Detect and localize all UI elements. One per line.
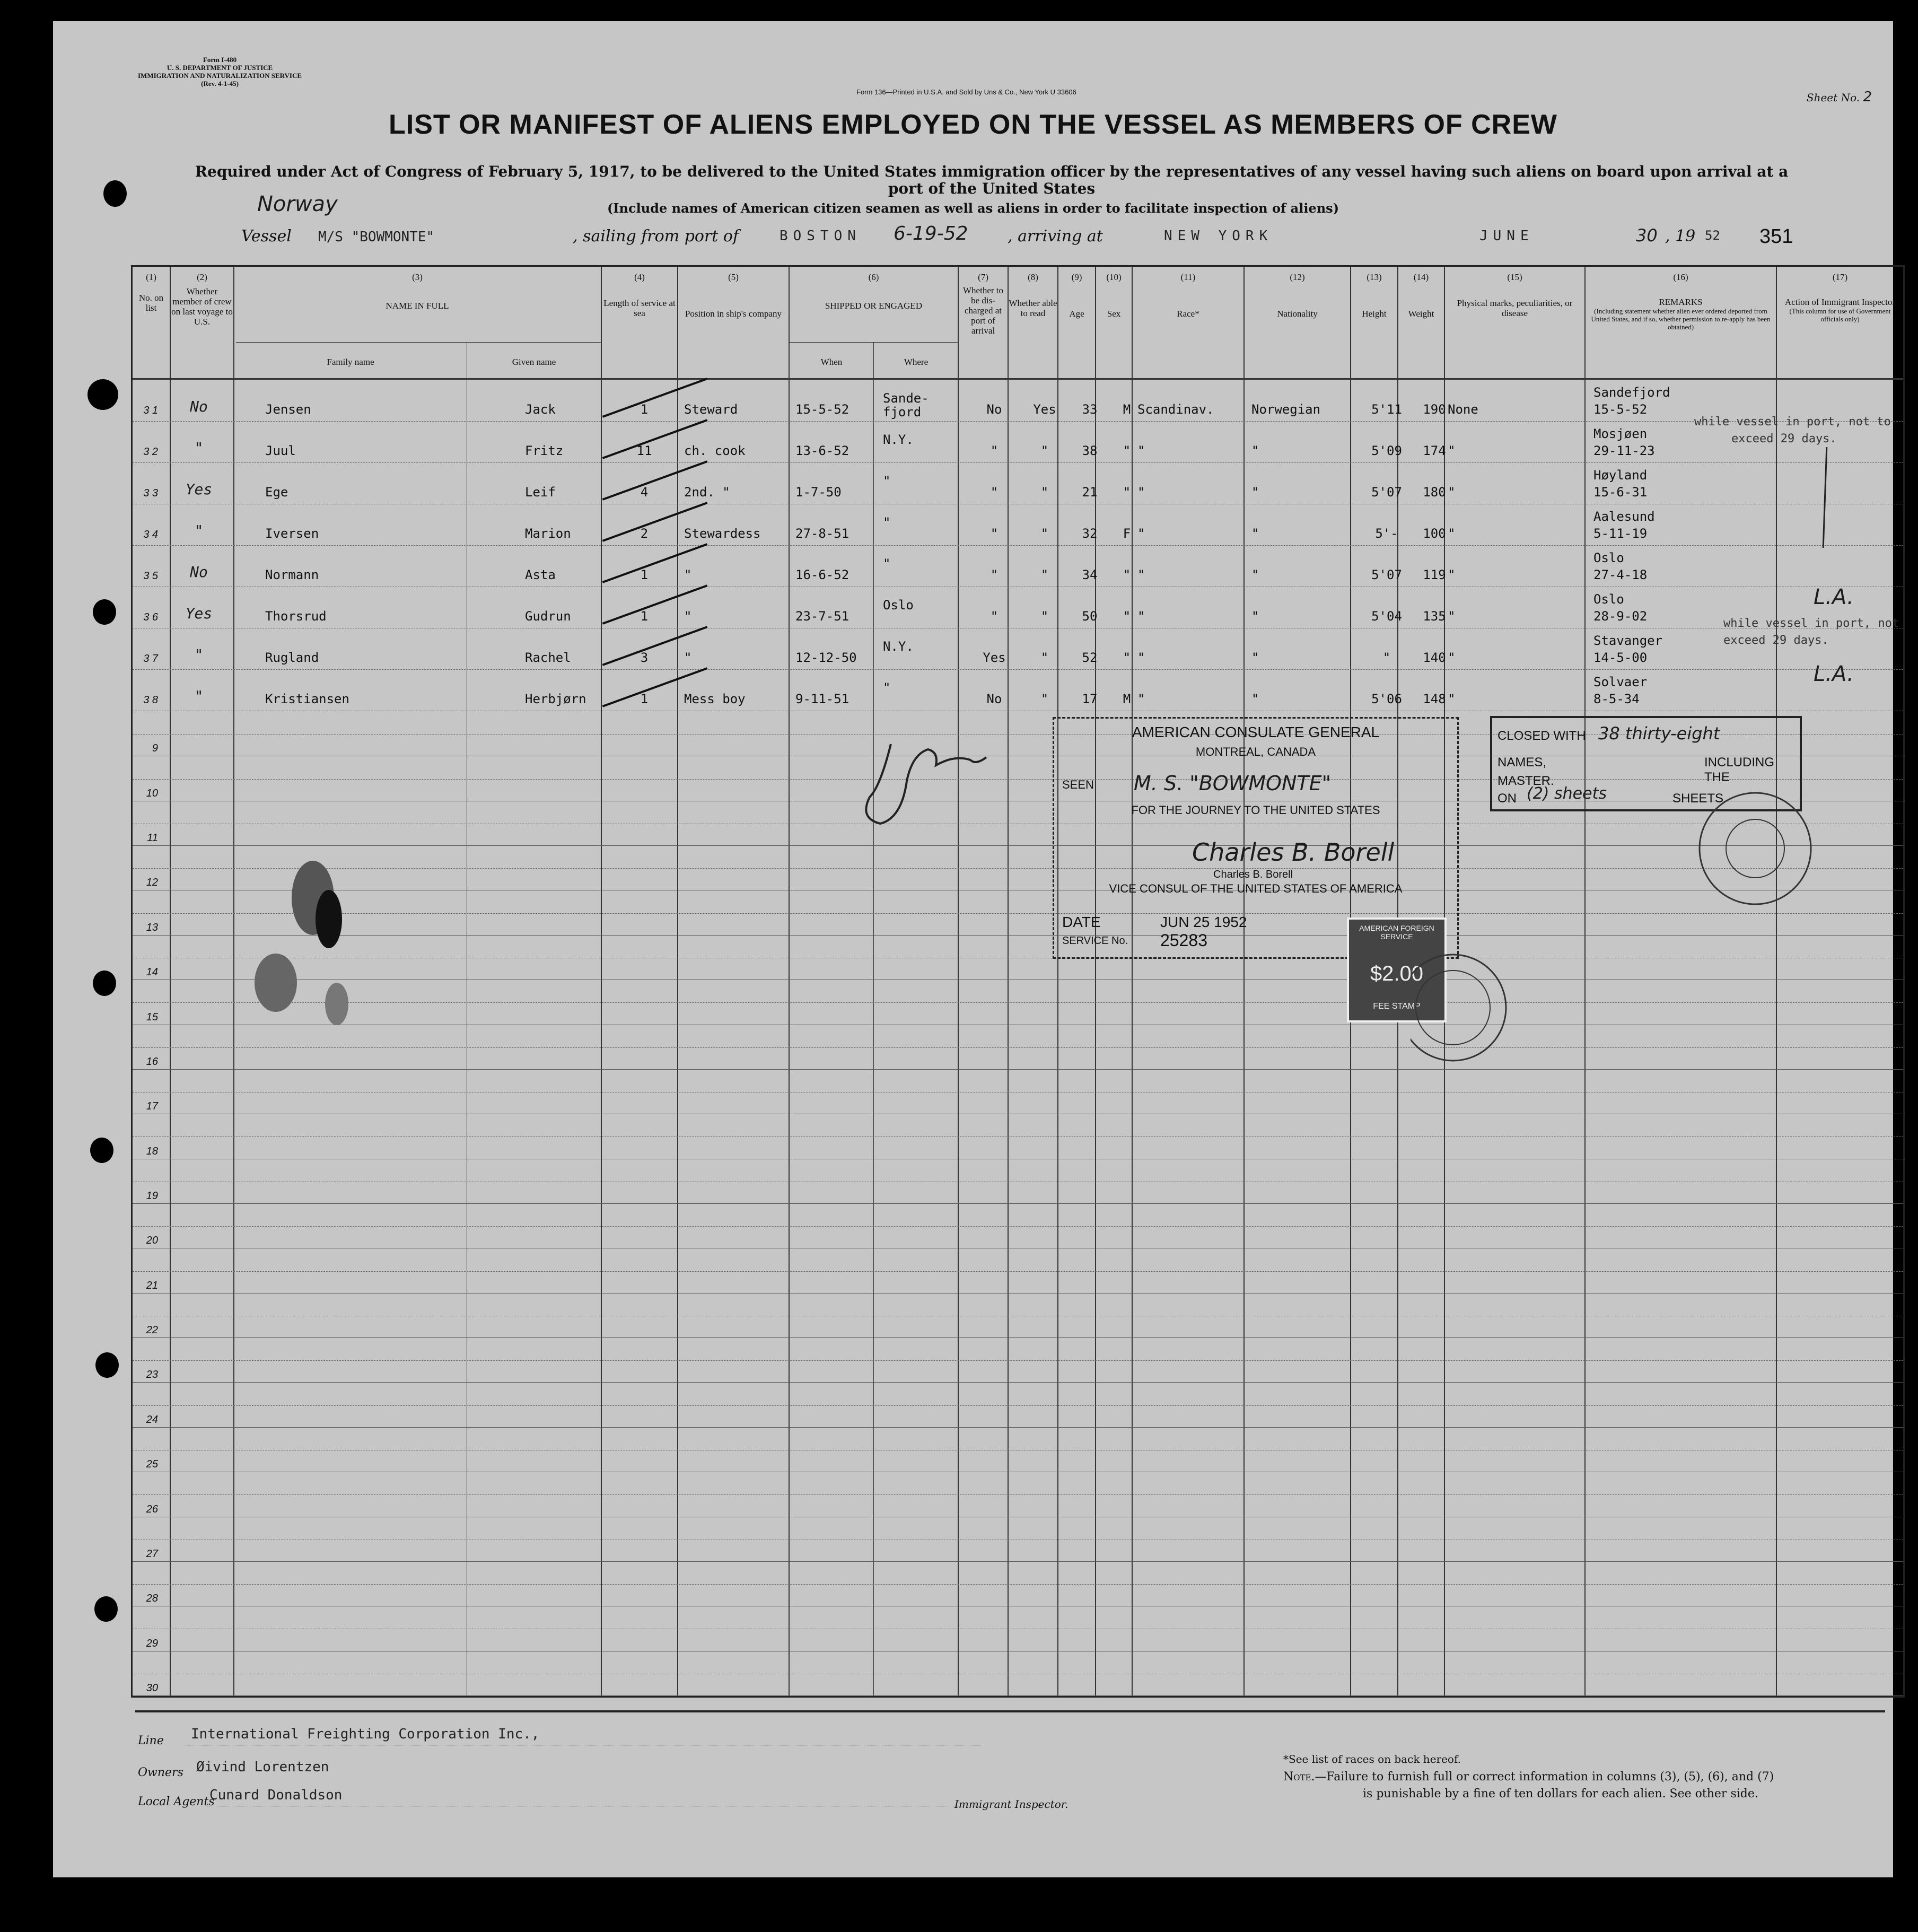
cell-read: " [1040, 485, 1049, 500]
punch-hole [87, 379, 118, 410]
cell-nationality: " [1251, 526, 1259, 541]
cell-sex: " [1123, 609, 1131, 624]
cell-marks: " [1448, 692, 1456, 706]
cell-family: Rugland [265, 650, 319, 665]
cell-remarks-date: 29-11-23 [1593, 443, 1655, 458]
cell-when: 12-12-50 [795, 650, 857, 665]
cell-read: Yes [1033, 402, 1056, 417]
row-number: 28 [146, 1593, 158, 1605]
cell-remarks-date: 28-9-02 [1593, 609, 1648, 624]
cell-age: 33 [1082, 402, 1098, 417]
cell-given: Fritz [525, 443, 564, 458]
cell-height: 5'- [1375, 526, 1398, 541]
cell-service: 3 [640, 650, 649, 665]
inspector-note-la-2: L.A. [1814, 662, 1854, 686]
cell-weight: 140 [1423, 650, 1446, 665]
col-13-header: (13) Height [1362, 272, 1387, 319]
cell-nationality: " [1251, 443, 1259, 458]
row-number: 3 2 [143, 446, 158, 458]
page-title: LIST OR MANIFEST OF ALIENS EMPLOYED ON THE VESSEL AS MEMBERS OF CREW [389, 109, 1557, 140]
cell-when: 27-8-51 [795, 526, 849, 541]
cell-remarks-place: Aalesund [1593, 509, 1655, 524]
cell-position: " [684, 609, 692, 624]
row-number: 26 [146, 1503, 158, 1515]
cell-height: " [1382, 650, 1391, 665]
row-number: 20 [146, 1235, 158, 1247]
cancellation-postmark [1411, 939, 1517, 1077]
empty-row [133, 1293, 1903, 1338]
table-row [133, 381, 1903, 422]
cell-when: 23-7-51 [795, 609, 849, 624]
cell-position: Mess boy [684, 692, 746, 706]
cell-nationality: " [1251, 485, 1259, 500]
cell-age: 17 [1082, 692, 1098, 706]
line-value: International Freighting Corporation Inc., [191, 1726, 540, 1742]
cell-marks: " [1448, 609, 1456, 624]
cell-remarks-place: Mosjøen [1593, 426, 1648, 441]
cell-nationality: " [1251, 650, 1259, 665]
cell-weight: 100 [1423, 526, 1446, 541]
shore-leave-note-2b: exceed 29 days. [1723, 634, 1829, 647]
row-number: 10 [146, 787, 158, 799]
empty-row [133, 1472, 1903, 1517]
cell-when: 1-7-50 [795, 485, 842, 500]
cell-height: 5'06 [1371, 692, 1402, 706]
consul-signature: Charles B. Borell [1192, 838, 1395, 867]
cell-sex: M [1123, 692, 1131, 706]
when-header: When [820, 357, 843, 367]
cell-position: " [684, 650, 692, 665]
cell-nationality: " [1251, 692, 1259, 706]
row-number: 29 [146, 1637, 158, 1649]
cell-remarks-date: 5-11-19 [1593, 526, 1648, 541]
col-7-header: (7) Whether to be dis-charged at port of arrival [963, 272, 1003, 336]
cell-nationality: " [1251, 567, 1259, 582]
shore-leave-note-1: while vessel in port, not to [1694, 415, 1891, 429]
cell-service: 1 [640, 402, 649, 417]
fee-stamp: AMERICAN FOREIGN SERVICE $2.00 FEE STAMP [1347, 917, 1447, 1022]
form-identifier [138, 56, 302, 88]
col-8-header: (8) Whether able to read [1009, 272, 1057, 318]
cell-given: Jack [525, 402, 556, 417]
table-row [133, 546, 1903, 588]
cell-remarks-date: 8-5-34 [1593, 692, 1640, 706]
col-12-header: (12) Nationality [1277, 272, 1318, 319]
cell-position: 2nd. " [684, 485, 730, 500]
consulate-stamp: AMERICAN CONSULATE GENERAL MONTREAL, CANADA SEEN M. S. "BOWMONTE" FOR THE JOURNEY TO THE UNITED STATES Charles B. Borell Charles B. Borell VICE CONSUL OF THE UNITED STATES OF AMERICA DATE JUN 25 1952 SERVICE No. 25283 [1053, 717, 1459, 959]
col-5-header: (5) Position in ship's company [685, 272, 782, 319]
sheet-number: Sheet No. 2 [1806, 89, 1872, 105]
consulate-vessel: M. S. "BOWMONTE" [1134, 772, 1332, 795]
row-number: 3 4 [143, 529, 158, 540]
cell-where: N.Y. [883, 639, 914, 654]
cell-member: " [194, 439, 204, 457]
table-row [133, 629, 1903, 670]
cell-discharged: " [990, 609, 999, 624]
family-name-header: Family name [327, 357, 374, 367]
cell-where: Sande- fjord [883, 391, 929, 419]
cell-member: " [194, 646, 204, 663]
empty-row [133, 1517, 1903, 1562]
footer-note: Note.—Failure to furnish full or correct information in columns (3), (5), (6), and (7) [1283, 1770, 1774, 1784]
service-name: IMMIGRATION AND NATURALIZATION SERVICE [138, 72, 302, 80]
cell-member: No [190, 398, 208, 415]
handwritten-initials [848, 733, 1008, 840]
shore-leave-note-1b: exceed 29 days. [1731, 432, 1837, 445]
cell-remarks-place: Sandefjord [1593, 385, 1670, 400]
cell-weight: 148 [1423, 692, 1446, 706]
cell-marks: " [1448, 443, 1456, 458]
cell-marks: " [1448, 485, 1456, 500]
cell-weight: 135 [1423, 609, 1446, 624]
row-number: 25 [146, 1458, 158, 1471]
cell-position: ch. cook [684, 443, 746, 458]
form-number: Form I-480 [203, 56, 237, 64]
vessel-label: Vessel [241, 227, 292, 246]
row-number: 15 [146, 1011, 158, 1023]
cell-race: " [1137, 692, 1145, 706]
punch-hole [93, 971, 116, 996]
cell-age: 34 [1082, 567, 1098, 582]
row-number: 21 [146, 1279, 158, 1291]
col-6-header: (6) SHIPPED OR ENGAGED [825, 272, 923, 311]
cell-weight: 174 [1423, 443, 1446, 458]
cell-service: 1 [640, 567, 649, 582]
cell-race: " [1137, 609, 1145, 624]
cell-age: 52 [1082, 650, 1098, 665]
cell-height: 5'04 [1371, 609, 1402, 624]
ink-blot [249, 855, 408, 1068]
cell-nationality: " [1251, 609, 1259, 624]
cell-discharged: " [990, 443, 999, 458]
arrival-year: 52 [1705, 228, 1720, 243]
cell-read: " [1040, 609, 1049, 624]
row-number: 24 [146, 1413, 158, 1426]
department-name: U. S. DEPARTMENT OF JUSTICE [167, 64, 273, 72]
cell-given: Marion [525, 526, 571, 541]
col-11-header: (11) Race* [1177, 272, 1199, 319]
empty-row [133, 1114, 1903, 1159]
service-number: 25283 [1160, 931, 1207, 950]
row-number: 27 [146, 1548, 158, 1560]
inspector-label: Immigrant Inspector. [954, 1798, 1069, 1811]
empty-row [133, 1606, 1903, 1651]
where-header: Where [904, 357, 929, 367]
form-revision: (Rev. 4-1-45) [201, 80, 239, 88]
cell-service: 2 [640, 526, 649, 541]
cell-marks: " [1448, 567, 1456, 582]
cell-sex: " [1123, 485, 1131, 500]
cell-given: Herbjørn [525, 692, 586, 706]
row-number: 13 [146, 921, 158, 933]
row-number: 22 [146, 1324, 158, 1336]
row-number: 3 6 [143, 611, 158, 623]
cell-marks: None [1448, 402, 1478, 417]
row-number: 3 1 [143, 405, 158, 416]
cell-remarks-date: 15-5-52 [1593, 402, 1648, 417]
cell-sex: " [1123, 443, 1131, 458]
cell-read: " [1040, 692, 1049, 706]
empty-row [133, 1248, 1903, 1293]
cell-where: " [883, 556, 891, 571]
row-number: 3 8 [143, 694, 158, 706]
agents-label: Local Agents [138, 1795, 215, 1808]
cell-race: Scandinav. [1137, 402, 1214, 417]
sheets-count: (2) sheets [1527, 784, 1607, 803]
cell-when: 15-5-52 [795, 402, 849, 417]
cell-weight: 119 [1423, 567, 1446, 582]
cell-remarks-place: Høyland [1593, 468, 1648, 483]
cell-discharged: Yes [983, 650, 1006, 665]
cell-discharged: " [990, 526, 999, 541]
cell-weight: 180 [1423, 485, 1446, 500]
cell-family: Ege [265, 485, 288, 500]
cell-height: 5'07 [1371, 567, 1402, 582]
row-number: 9 [152, 742, 158, 755]
cell-where: " [883, 680, 891, 695]
round-postmark [1676, 785, 1824, 917]
closed-count: 38 thirty-eight [1598, 723, 1720, 744]
cell-service: 1 [640, 692, 649, 706]
manifest-sheet [53, 21, 1899, 1877]
cell-race: " [1137, 443, 1145, 458]
row-number: 16 [146, 1055, 158, 1068]
cell-remarks-date: 15-6-31 [1593, 485, 1648, 500]
cell-sex: " [1123, 567, 1131, 582]
cell-remarks-place: Oslo [1593, 550, 1624, 565]
cell-race: " [1137, 650, 1145, 665]
cell-where: N.Y. [883, 432, 914, 447]
cell-position: Stewardess [684, 526, 761, 541]
col-3-header: (3) NAME IN FULL [386, 272, 449, 311]
cell-weight: 190 [1423, 402, 1446, 417]
cell-discharged: " [990, 485, 999, 500]
empty-row [133, 1338, 1903, 1383]
empty-row [133, 1651, 1903, 1696]
footer-rule [135, 1710, 1885, 1712]
cell-remarks-date: 14-5-00 [1593, 650, 1648, 665]
empty-row [133, 1562, 1903, 1606]
page-stamp-number: 351 [1759, 225, 1793, 248]
cell-family: Jensen [265, 402, 311, 417]
cell-family: Thorsrud [265, 609, 327, 624]
cell-where: " [883, 474, 891, 488]
row-number: 3 5 [143, 570, 158, 582]
cell-read: " [1040, 443, 1049, 458]
cell-where: Oslo [883, 598, 914, 613]
cell-race: " [1137, 567, 1145, 582]
page-subtitle-note: (Include names of American citizen seamen as well as aliens in order to facilitate inspection of aliens) [607, 200, 1339, 216]
country-handwritten: Norway [257, 192, 338, 216]
row-number: 3 3 [143, 487, 158, 499]
cell-remarks-place: Solvaer [1593, 675, 1648, 689]
cell-when: 9-11-51 [795, 692, 849, 706]
shore-leave-note-2: while vessel in port, not [1723, 617, 1899, 630]
col-2-header: (2) Whether member of crew on last voyage to U.S. [171, 272, 233, 327]
vessel-name: M/S "BOWMONTE" [318, 229, 435, 245]
cell-age: 21 [1082, 485, 1098, 500]
punch-hole [90, 1138, 113, 1163]
row-number: 30 [146, 1682, 158, 1694]
cell-service: 1 [640, 609, 649, 624]
col-14-header: (14) Weight [1408, 272, 1434, 319]
cell-given: Leif [525, 485, 556, 500]
col-4-header: (4) Length of service at sea [603, 272, 676, 318]
cell-age: 50 [1082, 609, 1098, 624]
empty-row [133, 1070, 1903, 1114]
cell-read: " [1040, 567, 1049, 582]
cell-age: 32 [1082, 526, 1098, 541]
punch-hole [103, 180, 127, 207]
consulate-date: JUN 25 1952 [1160, 914, 1247, 930]
cell-height: 5'11 [1371, 402, 1402, 417]
cell-read: " [1040, 650, 1049, 665]
col-17-header: (17) Action of Immigrant Inspector (This column for use of Government officials only) [1784, 272, 1896, 323]
row-number: 14 [146, 966, 158, 978]
cell-discharged: No [986, 402, 1002, 417]
table-row [133, 464, 1903, 505]
cell-sex: " [1123, 650, 1131, 665]
cell-family: Juul [265, 443, 296, 458]
footer-note-2: is punishable by a fine of ten dollars for each alien. See other side. [1363, 1787, 1758, 1800]
cell-height: 5'07 [1371, 485, 1402, 500]
cell-marks: " [1448, 650, 1456, 665]
cell-family: Normann [265, 567, 319, 582]
arrival-month: JUNE [1479, 228, 1534, 244]
inspector-note-la-1: L.A. [1814, 585, 1854, 609]
col-15-header: (15) Physical marks, peculiarities, or disease [1457, 272, 1573, 318]
printer-line: Form 136—Printed in U.S.A. and Sold by Uns & Co., New York U 33606 [856, 88, 1076, 96]
cell-read: " [1040, 526, 1049, 541]
cell-remarks-place: Oslo [1593, 592, 1624, 607]
cell-height: 5'09 [1371, 443, 1402, 458]
owners-value: Øivind Lorentzen [196, 1759, 329, 1775]
empty-row [133, 1428, 1903, 1472]
cell-service: 11 [636, 443, 652, 458]
cell-member: " [194, 687, 204, 705]
cell-family: Iversen [265, 526, 319, 541]
port-from: BOSTON [780, 228, 861, 244]
cell-given: Rachel [525, 650, 571, 665]
closed-with-box: CLOSED WITH 38 thirty-eight NAMES, INCLUDING THE MASTER. ON (2) sheets SHEETS. [1490, 716, 1802, 811]
cell-race: " [1137, 485, 1145, 500]
agents-value: Cunard Donaldson [209, 1787, 343, 1803]
cell-when: 16-6-52 [795, 567, 849, 582]
cell-given: Gudrun [525, 609, 571, 624]
cell-position: Steward [684, 402, 738, 417]
port-to: NEW YORK [1164, 228, 1273, 244]
date-from: 6-19-52 [894, 223, 968, 244]
cell-position: " [684, 567, 692, 582]
cell-discharged: " [990, 567, 999, 582]
line-label: Line [138, 1734, 164, 1747]
empty-row [133, 1159, 1903, 1204]
row-number: 23 [146, 1369, 158, 1381]
given-name-header: Given name [512, 357, 556, 367]
crew-table [131, 265, 1905, 1698]
table-row [133, 588, 1903, 629]
cell-sex: F [1123, 526, 1131, 541]
punch-hole [94, 1596, 118, 1622]
arriving-label: , arriving at [1008, 227, 1103, 246]
punch-hole [95, 1352, 119, 1378]
cell-member: No [190, 563, 208, 581]
cell-family: Kristiansen [265, 692, 349, 706]
owners-label: Owners [138, 1766, 183, 1779]
cell-remarks-date: 27-4-18 [1593, 567, 1648, 582]
punch-hole [93, 599, 116, 625]
row-number: 11 [147, 832, 158, 844]
row-number: 17 [146, 1100, 158, 1113]
cell-nationality: Norwegian [1251, 402, 1321, 417]
page-subtitle: Required under Act of Congress of February 5, 1917, to be delivered to the United States immigration officer by the representatives of any vessel having such aliens on board upon arrival at a port of the United States [195, 163, 1789, 197]
arrival-day: 30 [1636, 225, 1658, 246]
row-number: 18 [146, 1145, 158, 1157]
cell-member: Yes [185, 605, 213, 622]
empty-row [133, 1383, 1903, 1427]
sailing-label: , sailing from port of [573, 227, 739, 246]
cell-sex: M [1123, 402, 1131, 417]
cell-discharged: No [986, 692, 1002, 706]
cell-race: " [1137, 526, 1145, 541]
row-number: 19 [146, 1190, 158, 1202]
table-row [133, 505, 1903, 546]
cell-given: Asta [525, 567, 556, 582]
cell-member: Yes [185, 480, 213, 498]
races-note: *See list of races on back hereof. [1283, 1753, 1461, 1765]
cell-marks: " [1448, 526, 1456, 541]
cell-where: " [883, 515, 891, 530]
col-1-header: (1) No. on list [138, 272, 164, 313]
col-16-header: (16) REMARKS (Including statement whether alien ever ordered deported from United States, and if so, whether permission to re-apply has been obtained) [1591, 272, 1771, 331]
cell-remarks-place: Stavanger [1593, 633, 1663, 648]
table-row [133, 670, 1903, 712]
col-9-header: (9) Age [1069, 272, 1084, 319]
cell-service: 4 [640, 485, 649, 500]
cell-when: 13-6-52 [795, 443, 849, 458]
empty-row [133, 1204, 1903, 1248]
table-row [133, 422, 1903, 464]
row-number: 3 7 [143, 653, 158, 665]
cell-member: " [194, 522, 204, 539]
row-number: 12 [146, 877, 158, 889]
cell-age: 38 [1082, 443, 1098, 458]
year-prefix: , 19 [1665, 227, 1696, 246]
col-10-header: (10) Sex [1106, 272, 1122, 319]
